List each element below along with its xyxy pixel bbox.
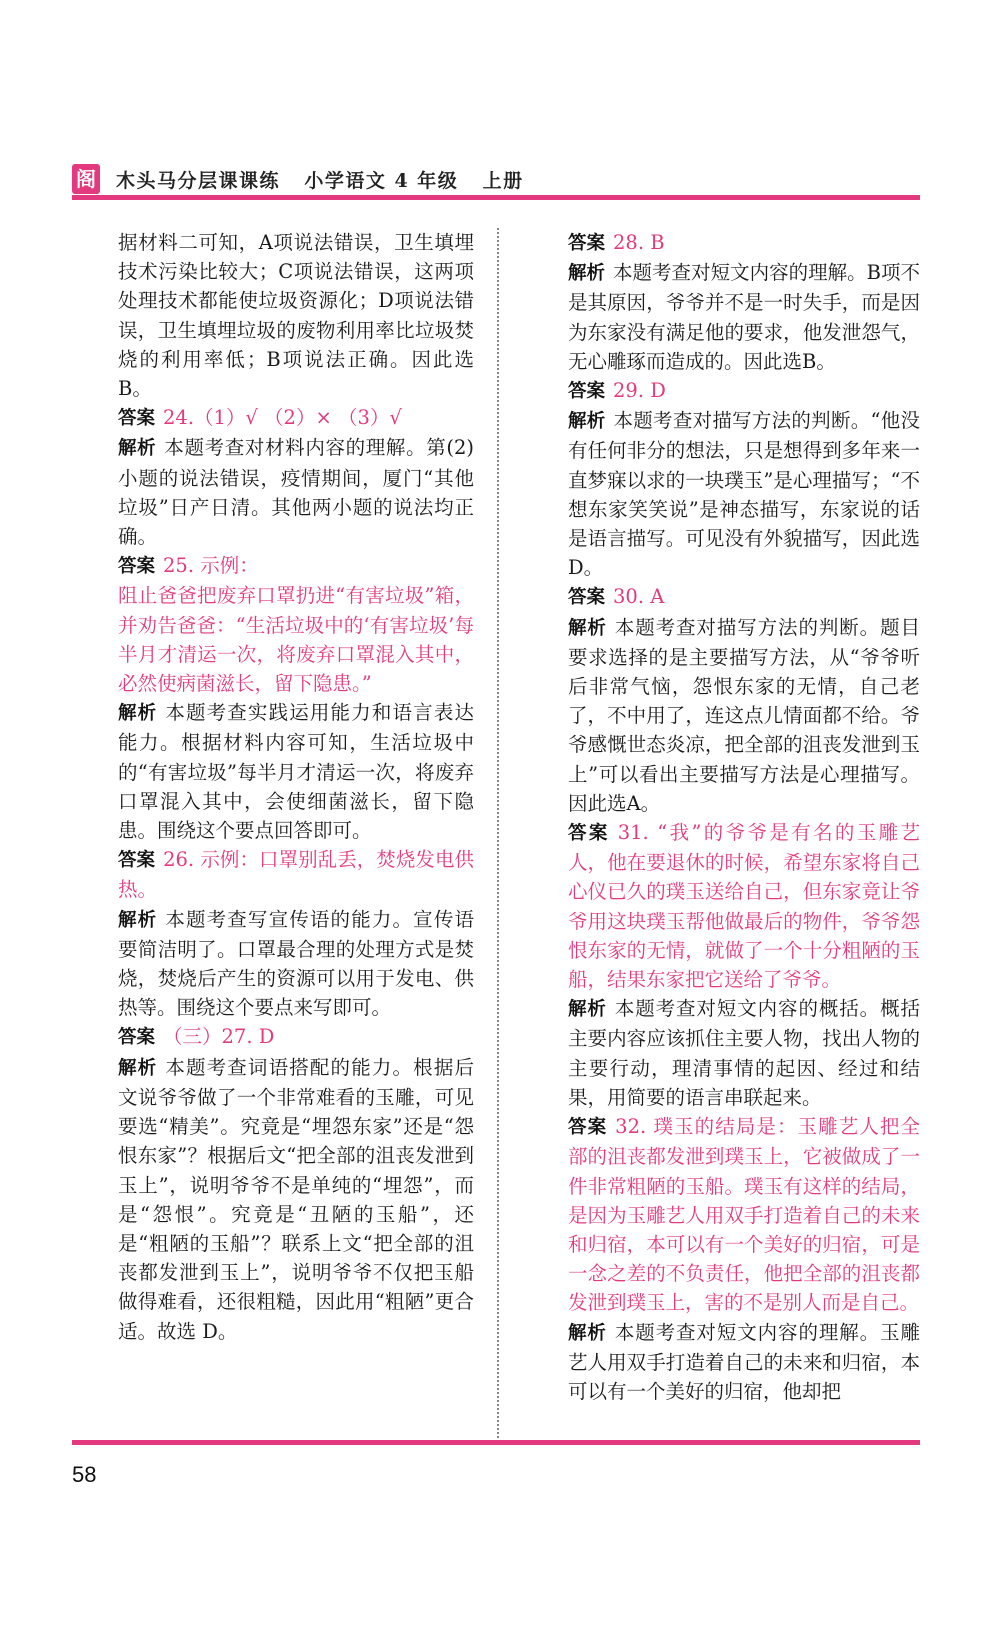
- footer-rule: [72, 1440, 920, 1445]
- explanation-28: [568, 258, 920, 376]
- right-column: [568, 228, 920, 1406]
- explanation-text: 本题考查实践运用能力和语言表达能力。根据材料内容可知，生活垃圾中的“有害垃圾”每半月才清运一次，将废弃口罩混入其中，会使细菌滋长，留下隐患。围绕这个要点回答即可。: [118, 701, 474, 843]
- explanation-24: [118, 433, 474, 551]
- explanation-label: 解析: [568, 1322, 607, 1344]
- explanation-label: 解析: [118, 909, 158, 931]
- explanation-text: 本题考查对短文内容的理解。B项不是其原因，爷爷并不是一时失手，而是因为东家没有满足他的要求，他发泄怨气，无心雕琢而造成的。因此选B。: [568, 261, 920, 373]
- answer-29: [568, 376, 920, 406]
- answer-text: （三）27. D: [163, 1025, 275, 1049]
- answer-text: 29. D: [613, 379, 666, 403]
- answer-32: [568, 1112, 920, 1317]
- answer-28: [568, 228, 920, 258]
- explanation-text: 本题考查对短文内容的概括。概括主要内容应该抓住主要人物，找出人物的主要行动，理清事情的起因、经过和结果，用简要的语言串联起来。: [568, 997, 920, 1109]
- left-column: [118, 228, 474, 1346]
- answer-24: [118, 403, 474, 433]
- explanation-label: 解析: [568, 999, 607, 1021]
- explanation-text: 本题考查对描写方法的判断。题目要求选择的是主要描写方法，从“爷爷听后非常气恼，怨恨东家的无情，自己老了，不中用了，连这点儿情面都不给。爷爷感慨世态炎凉，把全部的沮丧发泄到玉上”可以看出主要描写方法是心理描写。因此选A。: [568, 615, 920, 815]
- column-divider: [497, 228, 499, 1438]
- explanation-31: [568, 994, 920, 1112]
- explanation-30: [568, 613, 920, 818]
- answer-label: 答案: [118, 408, 156, 430]
- answer-text: 25. 示例：: [163, 554, 259, 578]
- answer-31: [568, 818, 920, 994]
- explanation-text: 本题考查词语搭配的能力。根据后文说爷爷做了一个非常难看的玉雕，可见要选“精美”。究竟是“埋怨东家”还是“怨恨东家”？根据后文“把全部的沮丧发泄到玉上”，说明爷爷不是单纯的“埋怨”，而是“怨恨”。究竟是“丑陋的玉船”，还是“粗陋的玉船”？联系上文“把全部的沮丧都发泄到玉上”，说明爷爷不仅把玉船做得难看，还很粗糙，因此用“粗陋”更合适。故选 D。: [118, 1055, 474, 1343]
- answer-label: 答案: [118, 1027, 156, 1049]
- book-title: 木头马分层课课练 小学语文 4 年级 上册: [116, 170, 524, 192]
- explanation-32: [568, 1318, 920, 1407]
- page-header: [72, 164, 920, 204]
- answer-30: [568, 582, 920, 612]
- answer-label: 答案: [568, 381, 606, 403]
- answer-25-body: 阻止爸爸把废弃口罩扔进“有害垃圾”箱，并劝告爸爸：“生活垃圾中的‘有害垃圾’每半月才清运一次，将废弃口罩混入其中，必然使病菌滋长，留下隐患。”: [118, 584, 474, 696]
- explanation-text: 本题考查写宣传语的能力。宣传语要简洁明了。口罩最合理的处理方式是焚烧，焚烧后产生的资源可以用于发电、供热等。围绕这个要点来写即可。: [118, 907, 474, 1020]
- explanation-label: 解析: [118, 1057, 158, 1079]
- book-logo: 阁: [72, 164, 100, 194]
- answer-text: 31. “我”的爷爷是有名的玉雕艺人，他在要退休的时候，希望东家将自己心仪已久的璞玉送给自己，但东家竟让爷爷用这块璞玉帮他做最后的物件，爷爷怨恨东家的无情，就做了一个十分粗陋的玉船，结果东家把它送给了爷爷。: [568, 821, 920, 992]
- answer-text: 24.（1）√ （2）× （3）√: [163, 406, 402, 430]
- answer-27: [118, 1022, 474, 1052]
- answer-text: 30. A: [613, 585, 665, 609]
- explanation-text: 本题考查对材料内容的理解。第(2)小题的说法错误，疫情期间，厦门“其他垃圾”日产日清。其他两小题的说法均正确。: [118, 436, 474, 549]
- explanation-label: 解析: [118, 438, 157, 460]
- answer-26: [118, 845, 474, 904]
- answer-label: 答案: [568, 587, 606, 609]
- answer-label: 答案: [568, 1117, 608, 1139]
- explanation-29: [568, 406, 920, 582]
- answer-label: 答案: [118, 556, 156, 578]
- answer-label: 答案: [568, 823, 610, 845]
- explanation-text: 本题考查对描写方法的判断。“他没有任何非分的想法，只是想得到多年来一直梦寐以求的一块璞玉”是心理描写；“不想东家笑笑说”是神态描写，东家说的话是语言描写。可见没有外貌描写，因此选D。: [568, 409, 920, 580]
- header-rule: [72, 195, 920, 200]
- explanation-label: 解析: [568, 411, 606, 433]
- answer-label: 答案: [118, 850, 156, 872]
- explanation-label: 解析: [568, 617, 607, 639]
- answer-text: 32. 璞玉的结局是：玉雕艺人把全部的沮丧都发泄到璞玉上，它被做成了一件非常粗陋的玉船。璞玉有这样的结局，是因为玉雕艺人用双手打造着自己的未来和归宿，本可以有一个美好的归宿，可是一念之差的不负责任，他把全部的沮丧都发泄到璞玉上，害的不是别人而是自己。: [568, 1115, 920, 1315]
- answer-text: 26. 示例：口罩别乱丢，焚烧发电供热。: [118, 848, 474, 902]
- answer-label: 答案: [568, 233, 606, 254]
- paragraph: 据材料二可知，A项说法错误，卫生填埋技术污染比较大；C项说法错误，这两项处理技术都能使垃圾资源化；D项说法错误，卫生填埋垃圾的废物利用率比垃圾焚烧的利用率低；B项说法正确。因此选B。: [118, 231, 474, 401]
- answer-25: [118, 551, 474, 581]
- explanation-26: [118, 905, 474, 1023]
- page-number: 58: [72, 1462, 97, 1487]
- explanation-label: 解析: [118, 703, 158, 725]
- explanation-27: [118, 1053, 474, 1346]
- explanation-text: 本题考查对短文内容的理解。玉雕艺人用双手打造着自己的未来和归宿，本可以有一个美好的归宿，他却把: [568, 1320, 920, 1403]
- explanation-label: 解析: [568, 263, 606, 285]
- answer-text: 28. B: [613, 231, 665, 254]
- explanation-25: [118, 698, 474, 845]
